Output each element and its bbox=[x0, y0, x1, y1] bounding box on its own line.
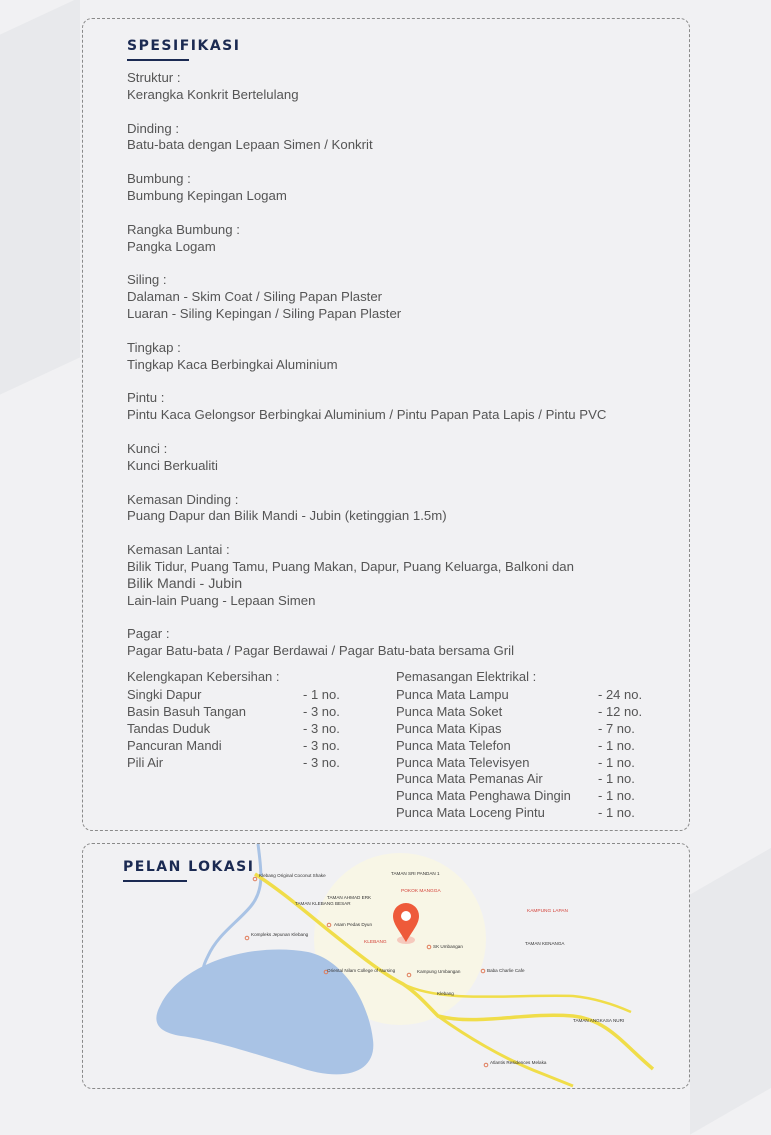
row-name: Punca Mata Penghawa Dingin bbox=[396, 788, 571, 804]
row-name: Punca Mata Televisyen bbox=[396, 754, 530, 770]
spec-item-label: Pagar : bbox=[127, 626, 170, 642]
spec-item bbox=[127, 542, 667, 609]
marker-icon bbox=[481, 969, 485, 973]
spec-item-label: Dinding : bbox=[127, 120, 180, 136]
spec-list bbox=[127, 70, 667, 677]
row-name: Basin Basuh Tangan bbox=[127, 703, 247, 719]
elektrikal-heading: Pemasangan Elektrikal : bbox=[396, 669, 537, 684]
label-baba-charlie: Baba Charlie Cafe bbox=[487, 968, 525, 973]
bg-shape-left bbox=[0, 0, 80, 423]
row-qty: - 3 no. bbox=[303, 754, 340, 770]
spec-item bbox=[127, 340, 667, 374]
spec-row bbox=[396, 738, 666, 755]
label-taman-sri-pandan: TAMAN SRI PANDAN 1 bbox=[391, 871, 440, 876]
spec-item-value: Pangka Logam bbox=[127, 238, 216, 254]
bg-shape-right bbox=[690, 825, 771, 1134]
label-kampung-umbangan: Kampung Umbangan bbox=[417, 969, 461, 974]
spec-item-value: Pagar Batu-bata / Pagar Berdawai / Pagar Batu-bata bersama Gril bbox=[127, 643, 515, 659]
spec-item-value: Puang Dapur dan Bilik Mandi - Jubin (ketinggian 1.5m) bbox=[127, 508, 447, 524]
spec-row bbox=[127, 738, 367, 755]
spec-item bbox=[127, 272, 667, 322]
spec-row bbox=[396, 755, 666, 772]
spec-item bbox=[127, 492, 667, 526]
spec-item-value: Luaran - Siling Kepingan / Siling Papan Plaster bbox=[127, 305, 402, 321]
label-sk-umbangan: SK Umbangan bbox=[433, 944, 463, 949]
row-qty: - 7 no. bbox=[598, 720, 635, 736]
row-name: Punca Mata Loceng Pintu bbox=[396, 805, 545, 821]
row-qty: - 1 no. bbox=[598, 754, 635, 770]
lokasi-panel bbox=[82, 843, 690, 1089]
label-taman-kenanga: TAMAN KENANGA bbox=[525, 941, 565, 946]
spec-item bbox=[127, 626, 667, 660]
label-asam-pedas: Asam Pedas Dyun bbox=[334, 922, 373, 927]
spec-row bbox=[127, 704, 367, 721]
spec-item-value: Pintu Kaca Gelongsor Berbingkai Aluminium / Pintu Papan Pata Lapis / Pintu PVC bbox=[127, 407, 607, 423]
label-taman-angkasa: TAMAN ANGKASA NURI bbox=[573, 1018, 625, 1023]
south-road bbox=[438, 1016, 573, 1086]
spec-item bbox=[127, 222, 667, 256]
label-atlantis: Atlantis Residences Melaka bbox=[490, 1060, 547, 1065]
spec-item-value: Kerangka Konkrit Bertelulang bbox=[127, 86, 299, 102]
spec-item-value: Bilik Tidur, Puang Tamu, Puang Makan, Dapur, Puang Keluarga, Balkoni dan bbox=[127, 558, 574, 574]
spec-item-label: Pintu : bbox=[127, 390, 165, 406]
row-name: Punca Mata Kipas bbox=[396, 720, 502, 736]
row-name: Singki Dapur bbox=[127, 686, 202, 702]
spec-row bbox=[396, 805, 666, 822]
elektrikal-column bbox=[396, 669, 666, 822]
spec-item bbox=[127, 441, 667, 475]
row-qty: - 1 no. bbox=[303, 686, 340, 702]
lokasi-title: PELAN LOKASI bbox=[123, 859, 255, 875]
spec-row bbox=[396, 721, 666, 738]
label-kompleks-jepunan: Kompleks Jepunan Klebang bbox=[251, 932, 309, 937]
marker-icon bbox=[484, 1063, 488, 1067]
spec-item-value: Batu-bata dengan Lepaan Simen / Konkrit bbox=[127, 137, 373, 153]
spec-item-value: Kunci Berkualiti bbox=[127, 457, 218, 473]
spec-row bbox=[396, 687, 666, 704]
row-qty: - 3 no. bbox=[303, 703, 340, 719]
row-qty: - 12 no. bbox=[598, 703, 643, 719]
spec-row bbox=[127, 721, 367, 738]
row-qty: - 24 no. bbox=[598, 686, 643, 702]
row-qty: - 1 no. bbox=[598, 737, 635, 753]
spec-item-value: Lain-lain Puang - Lepaan Simen bbox=[127, 592, 316, 608]
label-taman-klebang-besar: TAMAN KLEBANG BESAR bbox=[295, 901, 351, 906]
row-qty: - 3 no. bbox=[303, 720, 340, 736]
marker-icon bbox=[245, 936, 249, 940]
row-name: Punca Mata Lampu bbox=[396, 686, 509, 702]
spec-row bbox=[396, 788, 666, 805]
label-kampung-lapan: KAMPUNG LAPAN bbox=[527, 909, 568, 914]
spec-item bbox=[127, 171, 667, 205]
spec-item-label: Rangka Bumbung : bbox=[127, 221, 240, 237]
spec-item-label: Kunci : bbox=[127, 440, 168, 456]
label-klebang-red: KLEBANG bbox=[364, 940, 387, 945]
spec-item-value: Bumbung Kepingan Logam bbox=[127, 187, 287, 203]
row-name: Punca Mata Telefon bbox=[396, 737, 511, 753]
spec-item-label: Struktur : bbox=[127, 70, 181, 85]
spec-item-label: Tingkap : bbox=[127, 339, 181, 355]
spec-item-label: Kemasan Lantai : bbox=[127, 542, 230, 558]
row-qty: - 1 no. bbox=[598, 771, 635, 787]
row-qty: - 3 no. bbox=[303, 737, 340, 753]
label-klebang-original: Klebang Original Coconut Shake bbox=[259, 873, 326, 878]
row-qty: - 1 no. bbox=[598, 805, 635, 821]
spec-item-value: Bilik Mandi - Jubin bbox=[127, 575, 243, 592]
row-name: Pili Air bbox=[127, 754, 164, 770]
label-taman-ahmad-erk: TAMAN AHMAD ERK bbox=[327, 895, 372, 900]
spec-item-value: Tingkap Kaca Berbingkai Aluminium bbox=[127, 356, 338, 372]
kelengkapan-column bbox=[127, 669, 367, 771]
spec-item bbox=[127, 70, 667, 104]
marker-icon bbox=[253, 877, 257, 881]
spesifikasi-panel bbox=[82, 18, 690, 831]
spec-row bbox=[127, 687, 367, 704]
title-underline bbox=[123, 880, 187, 882]
spec-item bbox=[127, 390, 667, 424]
label-oriental-nilam: Oriental Nilam College of Nursing bbox=[327, 968, 396, 973]
label-pokok-mangga: POKOK MANGGA bbox=[401, 889, 441, 894]
label-klebang-road: Klebang bbox=[437, 991, 454, 996]
row-name: Punca Mata Soket bbox=[396, 703, 503, 719]
spec-item-label: Siling : bbox=[127, 272, 167, 288]
title-underline bbox=[127, 59, 189, 61]
spec-row bbox=[396, 771, 666, 788]
spec-row bbox=[396, 704, 666, 721]
row-name: Pancuran Mandi bbox=[127, 737, 222, 753]
kelengkapan-heading: Kelengkapan Kebersihan : bbox=[127, 669, 280, 684]
row-qty: - 1 no. bbox=[598, 788, 635, 804]
row-name: Punca Mata Pemanas Air bbox=[396, 771, 543, 787]
spec-item-value: Dalaman - Skim Coat / Siling Papan Plaster bbox=[127, 289, 383, 305]
spec-item-label: Kemasan Dinding : bbox=[127, 491, 239, 507]
spec-item-label: Bumbung : bbox=[127, 171, 191, 187]
spec-item bbox=[127, 121, 667, 155]
spec-row bbox=[127, 755, 367, 772]
row-name: Tandas Duduk bbox=[127, 720, 211, 736]
spesifikasi-title: SPESIFIKASI bbox=[127, 38, 241, 54]
